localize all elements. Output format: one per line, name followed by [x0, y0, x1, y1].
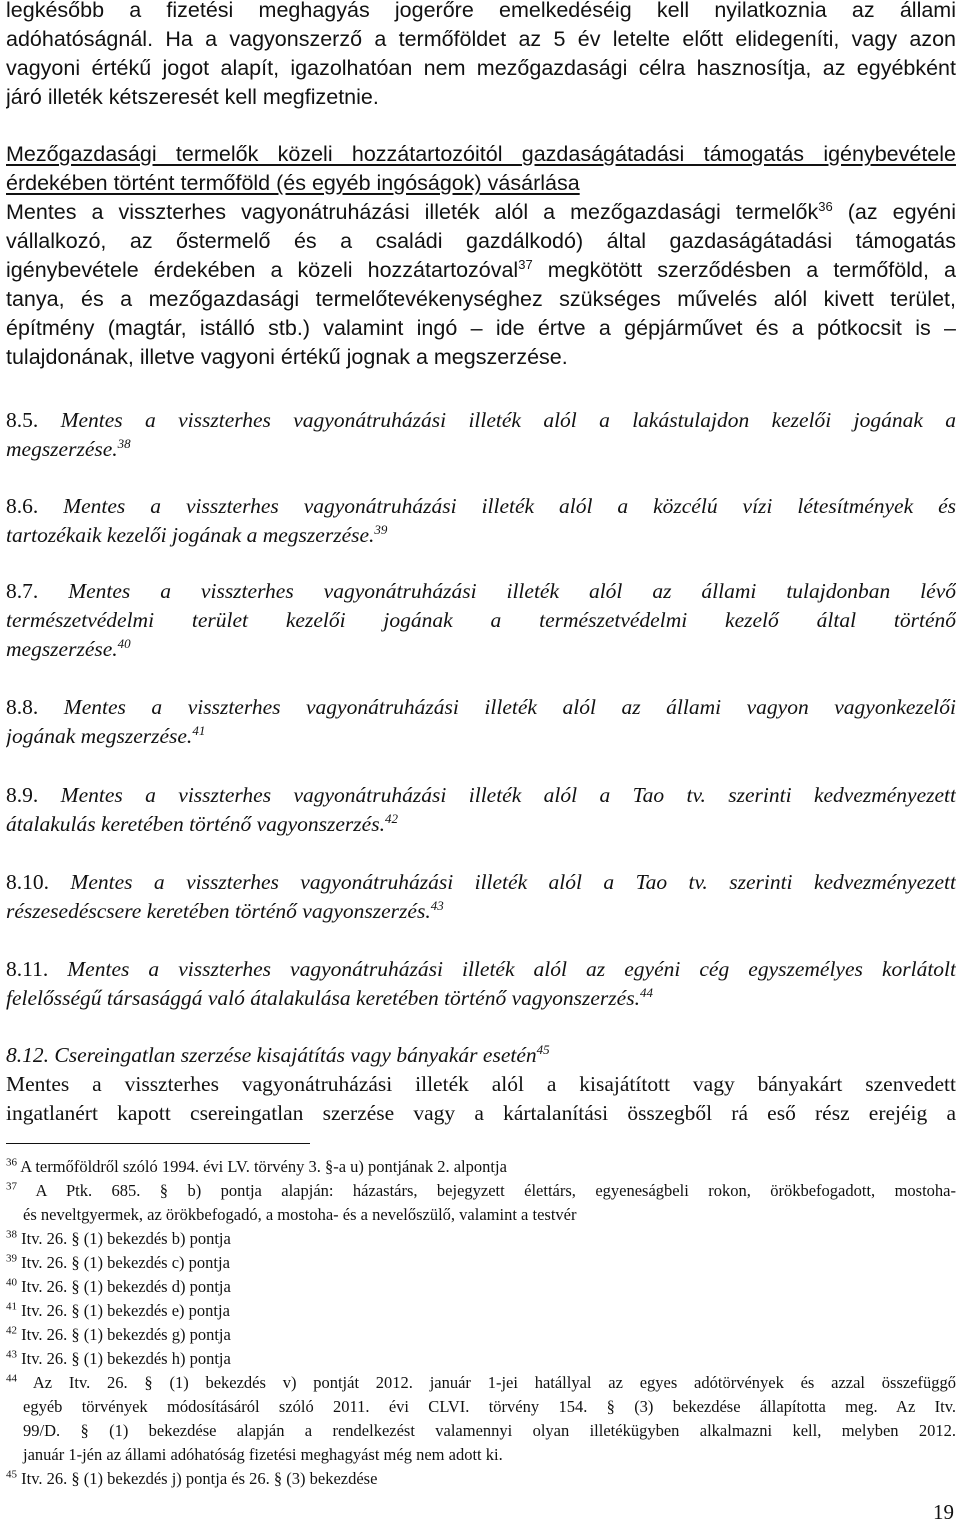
footnote-36: [6, 1155, 956, 1179]
footnote-text: Az Itv. 26. § (1) bekezdés v) pontját 2012. január 1-jei hatállyal az egyes adótörvények és azzal összefüggő: [32, 1373, 957, 1392]
item-8-5: [6, 406, 956, 464]
item-text: Mentes a visszterhes vagyonátruházási illeték alól az egyéni cég egyszemélyes korlátolt: [67, 957, 956, 981]
item-text: Mentes a visszterhes vagyonátruházási illeték alól az állami vagyon vagyonkezelői: [63, 695, 956, 719]
footnote-ref[interactable]: 44: [639, 984, 653, 1000]
footnote-number: 41: [6, 1300, 17, 1313]
footnote-44-cont: egyéb törvények módosításáról szóló 2011. évi CLVI. törvény 154. § (3) bekezdése állapította meg. Az Itv.: [23, 1397, 956, 1416]
item-number: 8.10.: [6, 870, 49, 894]
section-heading: Mezőgazdasági termelők közeli hozzátartozóitól gazdaságátadási támogatás igénybevétele: [6, 142, 956, 166]
footnote-number: 38: [6, 1228, 17, 1241]
text-line: természetvédelmi terület kezelői jogának a természetvédelmi kezelő által történő: [6, 608, 956, 632]
heading-text: érdekében történt termőföld (és egyéb ingóságok) vásárlása: [6, 171, 580, 195]
footnote-text: Itv. 26. § (1) bekezdés c) pontja: [21, 1253, 230, 1272]
footnote-ref[interactable]: 38: [117, 435, 131, 451]
item-8-8: [6, 693, 956, 751]
item-number: 8.9.: [6, 783, 39, 807]
text-line: [6, 781, 956, 810]
text-line: járó illeték kétszeresét kell megfizetnie.: [6, 85, 379, 109]
text-line: [6, 897, 956, 926]
footnote-40: [6, 1275, 956, 1299]
footnote-38: [6, 1227, 956, 1251]
item-number: 8.11.: [6, 957, 49, 981]
section-heading-cont: [6, 169, 956, 198]
text-line: [6, 635, 956, 664]
item-number: 8.8.: [6, 695, 39, 719]
footnote-text: Itv. 26. § (1) bekezdés h) pontja: [21, 1349, 231, 1368]
footnote-44-cont: 99/D. § (1) bekezdése alapján a rendelkezést valamennyi olyan illetékügyben alkalmazni kell, melyben 2012.: [23, 1421, 956, 1440]
text-span: Mentes a visszterhes vagyonátruházási illeték alól a mezőgazdasági termelők: [6, 200, 819, 224]
item-text: Mentes a visszterhes vagyonátruházási illeték alól a lakástulajdon kezelői jogának a: [60, 408, 956, 432]
footnote-ref[interactable]: 43: [430, 897, 444, 913]
footnote-ref[interactable]: 37: [518, 256, 533, 272]
footnote-45: [6, 1467, 956, 1491]
text-line: legkésőbb a fizetési meghagyás jogerőre emelkedéséig kell nyilatkoznia az állami: [6, 0, 956, 22]
text-line: tulajdonának, illetve vagyoni értékű jognak a megszerzése.: [6, 345, 568, 369]
item-8-9: [6, 781, 956, 839]
item-text: felelősségű társasággá való átalakulása keretében történő vagyonszerzés.: [6, 986, 640, 1010]
item-8-7: [6, 577, 956, 664]
item-8-6: [6, 492, 956, 550]
item-text: Mentes a visszterhes vagyonátruházási illeték alól a Tao tv. szerinti kedvezményezett: [70, 870, 956, 894]
footnote-ref[interactable]: 39: [374, 521, 388, 537]
item-text: átalakulás keretében történő vagyonszerzés.: [6, 812, 385, 836]
footnote-ref[interactable]: 41: [192, 722, 206, 738]
footnotes: [6, 1155, 956, 1491]
item-number: 8.5.: [6, 408, 39, 432]
item-8-10: [6, 868, 956, 926]
text-line: vállalkozó, az őstermelő és a családi gazdálkodó) által gazdaságátadási támogatás: [6, 229, 956, 253]
text-line: [6, 810, 956, 839]
heading-text: 8.12. Csereingatlan szerzése kisajátítás vagy bányakár esetén: [6, 1043, 537, 1067]
footnote-text: Itv. 26. § (1) bekezdés b) pontja: [21, 1229, 231, 1248]
item-8-11: [6, 955, 956, 1013]
text-line: [6, 577, 956, 606]
footnote-ref[interactable]: 36: [818, 198, 833, 214]
text-line: [6, 406, 956, 435]
text-line: [6, 722, 956, 751]
item-text: jogának megszerzése.: [6, 724, 193, 748]
footnote-text: A termőföldről szóló 1994. évi LV. törvény 3. §-a u) pontjának 2. alpontja: [20, 1157, 507, 1176]
footnote-39: [6, 1251, 956, 1275]
item-text: Mentes a visszterhes vagyonátruházási illeték alól a közcélú vízi létesítmények és: [63, 494, 956, 518]
section-8-12: [6, 1041, 956, 1128]
text-line: [6, 868, 956, 897]
section-heading: [6, 1041, 956, 1070]
footnote-41: [6, 1299, 956, 1323]
footnote-44: [6, 1371, 956, 1395]
text-line: tanya, és a mezőgazdasági termelőtevékenységhez szükséges művelés alól kivett terület,: [6, 287, 956, 311]
item-number: 8.7.: [6, 579, 39, 603]
text-span: (az egyéni: [847, 200, 956, 224]
text-line: [6, 955, 956, 984]
footnote-text: Itv. 26. § (1) bekezdés j) pontja és 26. § (3) bekezdése: [21, 1469, 378, 1488]
footnote-divider: [6, 1143, 310, 1144]
footnote-ref[interactable]: 40: [117, 635, 131, 651]
footnote-37: [6, 1179, 956, 1203]
footnote-ref[interactable]: 42: [384, 810, 398, 826]
item-text: Mentes a visszterhes vagyonátruházási illeték alól az állami tulajdonban lévő: [68, 579, 956, 603]
text-span: megkötött szerződésben a termőföld, a: [547, 258, 956, 282]
footnote-text: A Ptk. 685. § b) pontja alapján: házastárs, bejegyzett élettárs, egyeneságbeli rokon, örökbefogadott, mostoha-: [35, 1181, 956, 1200]
text-line: vagyoni értékű jogot alapít, igazolhatóan nem mezőgazdasági célra hasznosítja, az egyébként: [6, 56, 956, 80]
text-span: igénybevétele érdekében a közeli hozzátartozóval: [6, 258, 519, 282]
footnote-ref[interactable]: 45: [536, 1041, 550, 1057]
text-line: [6, 256, 956, 285]
text-line: ingatlanért kapott csereingatlan szerzése vagy a kártalanítási összegből rá eső rész erejéig a: [6, 1101, 956, 1125]
footnote-42: [6, 1323, 956, 1347]
text-line: [6, 198, 956, 227]
section-mezogazdasagi: [6, 140, 956, 372]
footnote-number: 44: [6, 1372, 17, 1385]
text-line: [6, 435, 956, 464]
footnote-43: [6, 1347, 956, 1371]
item-text: megszerzése.: [6, 437, 118, 461]
footnote-number: 39: [6, 1252, 17, 1265]
text-line: Mentes a visszterhes vagyonátruházási illeték alól a kisajátított vagy bányakárt szenvedett: [6, 1072, 956, 1096]
footnote-37-cont: és neveltgyermek, az örökbefogadó, a mostoha- és a nevelőszülő, valamint a testvér: [23, 1205, 577, 1224]
footnote-number: 42: [6, 1324, 17, 1337]
footnote-number: 40: [6, 1276, 17, 1289]
text-line: [6, 521, 956, 550]
text-line: [6, 693, 956, 722]
text-line: [6, 492, 956, 521]
text-line: építmény (magtár, istálló stb.) valamint ingó – ide értve a gépjárművet és a pótkocsit is –: [6, 316, 956, 340]
footnote-text: Itv. 26. § (1) bekezdés g) pontja: [21, 1325, 231, 1344]
footnote-44-cont: január 1-jén az állami adóhatóság fizetési meghagyást még nem adott ki.: [23, 1445, 503, 1464]
item-number: 8.6.: [6, 494, 39, 518]
footnote-number: 43: [6, 1348, 17, 1361]
footnote-text: Itv. 26. § (1) bekezdés d) pontja: [21, 1277, 231, 1296]
item-text: megszerzése.: [6, 637, 118, 661]
text-line: adóhatóságnál. Ha a vagyonszerző a termőföldet az 5 év letelte előtt elidegeníti, vagy azon: [6, 27, 956, 51]
item-text: tartozékaik kezelői jogának a megszerzése.: [6, 523, 375, 547]
intro-paragraph: [6, 0, 956, 112]
footnote-text: Itv. 26. § (1) bekezdés e) pontja: [21, 1301, 230, 1320]
text-line: [6, 984, 956, 1013]
footnote-number: 45: [6, 1468, 17, 1481]
page-number: 19: [933, 1500, 954, 1524]
footnote-number: 37: [6, 1180, 17, 1193]
item-text: részesedéscsere keretében történő vagyonszerzés.: [6, 899, 431, 923]
item-text: Mentes a visszterhes vagyonátruházási illeték alól a Tao tv. szerinti kedvezményezett: [60, 783, 956, 807]
footnote-number: 36: [6, 1156, 17, 1169]
